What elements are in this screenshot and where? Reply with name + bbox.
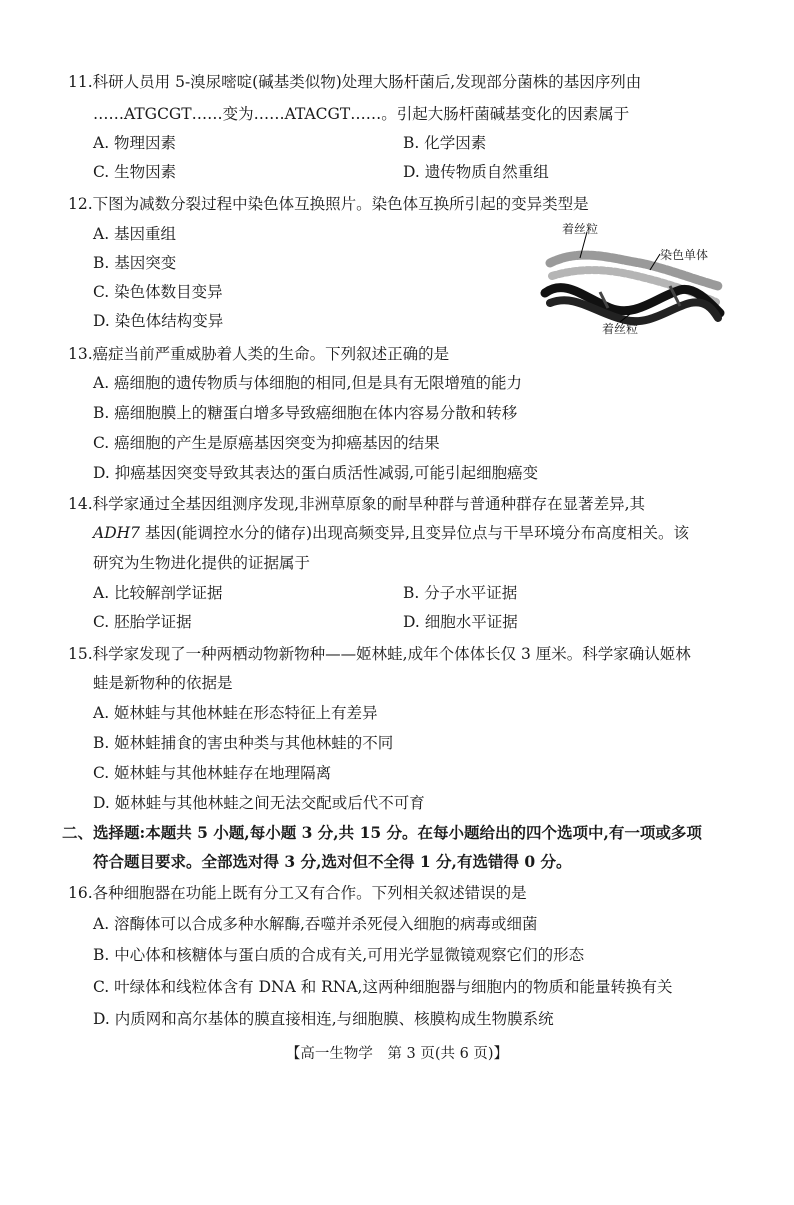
q14-stem-line2-rest: 基因(能调控水分的储存)出现高频变异,且变异位点与干旱环境分布高度相关。该 xyxy=(140,524,689,542)
q13-option-d: D. 抑癌基因突变导致其表达的蛋白质活性减弱,可能引起细胞癌变 xyxy=(93,464,539,482)
q15-option-c: C. 姬林蛙与其他林蛙存在地理隔离 xyxy=(93,764,332,782)
q13-option-c: C. 癌细胞的产生是原癌基因突变为抑癌基因的结果 xyxy=(93,434,440,452)
q14-option-d: D. 细胞水平证据 xyxy=(403,613,518,631)
section2-heading-line2: 符合题目要求。全部选对得 3 分,选对但不全得 1 分,有选错得 0 分。 xyxy=(93,852,572,871)
q14-stem-line2 xyxy=(93,523,689,543)
q15-option-d: D. 姬林蛙与其他林蛙之间无法交配或后代不可育 xyxy=(93,794,425,812)
q11-option-c: C. 生物因素 xyxy=(93,163,177,181)
section2-heading-line1: 二、选择题:本题共 5 小题,每小题 3 分,共 15 分。在每小题给出的四个选项中,有一项或多项 xyxy=(62,823,702,842)
q15-option-b: B. 姬林蛙捕食的害虫种类与其他林蛙的不同 xyxy=(93,734,394,752)
page-footer: 【高一生物学 第 3 页(共 6 页)】 xyxy=(285,1046,509,1062)
figure-label-chromatid: 染色单体 xyxy=(660,248,709,262)
q11-option-b: B. 化学因素 xyxy=(403,134,487,152)
q16-stem: 16.各种细胞器在功能上既有分工又有合作。下列相关叙述错误的是 xyxy=(68,884,527,902)
figure-label-centromere-bottom: 着丝粒 xyxy=(602,322,639,336)
q12-option-b: B. 基因突变 xyxy=(93,254,177,272)
q16-option-d: D. 内质网和高尔基体的膜直接相连,与细胞膜、核膜构成生物膜系统 xyxy=(93,1010,554,1028)
q11-stem-line2: ……ATGCGT……变为……ATACGT……。引起大肠杆菌碱基变化的因素属于 xyxy=(93,105,630,123)
q14-stem-line1: 14.科学家通过全基因组测序发现,非洲草原象的耐旱种群与普通种群存在显著差异,其 xyxy=(68,495,646,513)
q16-option-a: A. 溶酶体可以合成多种水解酶,吞噬并杀死侵入细胞的病毒或细菌 xyxy=(93,915,538,933)
q11-option-d: D. 遗传物质自然重组 xyxy=(403,163,549,181)
q14-gene-name: ADH7 xyxy=(93,524,140,542)
q12-stem: 12.下图为减数分裂过程中染色体互换照片。染色体互换所引起的变异类型是 xyxy=(68,195,589,213)
q14-stem-line3: 研究为生物进化提供的证据属于 xyxy=(93,554,311,572)
chromosome-crossover-figure xyxy=(540,218,725,338)
q12-option-c: C. 染色体数目变异 xyxy=(93,283,223,301)
q16-option-b: B. 中心体和核糖体与蛋白质的合成有关,可用光学显微镜观察它们的形态 xyxy=(93,946,585,964)
q15-stem-line2: 蛙是新物种的依据是 xyxy=(93,674,233,692)
q12-option-d: D. 染色体结构变异 xyxy=(93,312,224,330)
q12-option-a: A. 基因重组 xyxy=(93,225,177,243)
q14-option-b: B. 分子水平证据 xyxy=(403,584,518,602)
figure-label-centromere-top: 着丝粒 xyxy=(562,222,599,236)
q11-option-a: A. 物理因素 xyxy=(93,134,177,152)
q14-option-c: C. 胚胎学证据 xyxy=(93,613,192,631)
q13-stem: 13.癌症当前严重威胁着人类的生命。下列叙述正确的是 xyxy=(68,345,450,363)
q11-stem-line1: 11.科研人员用 5-溴尿嘧啶(碱基类似物)处理大肠杆菌后,发现部分菌株的基因序列由 xyxy=(68,73,642,91)
q15-option-a: A. 姬林蛙与其他林蛙在形态特征上有差异 xyxy=(93,704,378,722)
q13-option-a: A. 癌细胞的遗传物质与体细胞的相同,但是具有无限增殖的能力 xyxy=(93,374,522,392)
q15-stem-line1: 15.科学家发现了一种两栖动物新物种——姬林蛙,成年个体体长仅 3 厘米。科学家确认姬林 xyxy=(68,645,691,663)
q13-option-b: B. 癌细胞膜上的糖蛋白增多导致癌细胞在体内容易分散和转移 xyxy=(93,404,518,422)
q16-option-c: C. 叶绿体和线粒体含有 DNA 和 RNA,这两种细胞器与细胞内的物质和能量转换有关 xyxy=(93,978,673,996)
q14-option-a: A. 比较解剖学证据 xyxy=(93,584,223,602)
